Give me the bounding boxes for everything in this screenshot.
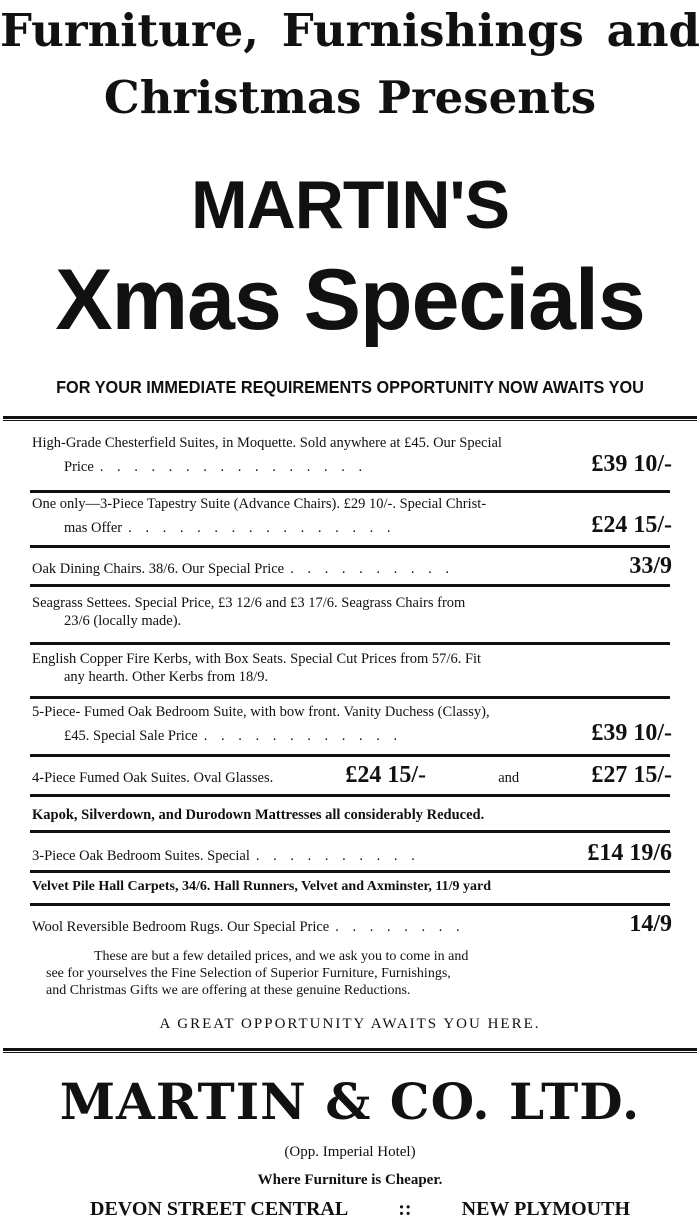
address-town: NEW PLYMOUTH [461, 1198, 630, 1220]
divider [30, 754, 670, 757]
address-street: DEVON STREET CENTRAL [90, 1198, 349, 1220]
location-note: (Opp. Imperial Hotel) [284, 1144, 416, 1160]
item-price: £39 10/- [591, 720, 672, 746]
slogan: Where Furniture is Cheaper. [257, 1172, 443, 1188]
list-item: Oak Dining Chairs. 38/6. Our Special Price . . . . . . . . . . 33/9 [32, 553, 672, 579]
list-item: 5-Piece- Fumed Oak Bedroom Suite, with bow front. Vanity Duchess (Classy), £45. Special Sale Price . . . . . . . . . . . . £39 10/- [32, 704, 672, 746]
list-item: High-Grade Chesterfield Suites, in Moquette. Sold anywhere at £45. Our Special Price . . . . . . . . . . . . . . . . £39 10/- [32, 435, 672, 477]
item-text: English Copper Fire Kerbs, with Box Seats. Special Cut Prices from 57/6. Fit [32, 651, 482, 667]
header-line-1 [0, 0, 700, 62]
list-item [32, 763, 672, 787]
divider [30, 545, 670, 548]
list-item [32, 650, 672, 686]
item-text: Kapok, Silverdown, and Durodown Mattresses all considerably Reduced. [32, 807, 485, 823]
list-item [32, 878, 672, 896]
item-text: One only—3-Piece Tapestry Suite (Advance Chairs). £29 10/-. Special Christ- [32, 496, 487, 512]
item-price: £27 15/- [591, 762, 672, 788]
company-name: MARTIN & CO. LTD. [59, 1072, 641, 1131]
item-text-cont: mas Offer [64, 520, 123, 536]
divider [30, 794, 670, 797]
item-joiner: and [498, 770, 520, 786]
item-text: 4-Piece Fumed Oak Suites. Oval Glasses. [32, 770, 274, 786]
header-line-2: Christmas Presents [103, 71, 597, 124]
closing-line: These are but a few detailed prices, and we ask you to come in and [94, 949, 469, 964]
store-name: MARTIN'S [191, 167, 509, 243]
top-rule [3, 416, 697, 421]
list-item: One only—3-Piece Tapestry Suite (Advance Chairs). £29 10/-. Special Christ- mas Offer . . . . . . . . . . . . . . . . £24 15/- [32, 496, 672, 538]
item-price: £39 10/- [591, 451, 672, 477]
item-text-cont: 23/6 (locally made). [64, 613, 182, 629]
closing-paragraph [46, 948, 666, 999]
item-price: 33/9 [629, 553, 672, 579]
item-price: £24 15/- [345, 762, 427, 788]
list-item [32, 806, 672, 824]
divider [30, 830, 670, 833]
closing-line: and Christmas Gifts we are offering at these genuine Reductions. [46, 983, 411, 998]
list-item: Wool Reversible Bedroom Rugs. Our Special Price . . . . . . . . 14/9 [32, 911, 672, 937]
header-word-furniture: Furniture, [0, 4, 259, 57]
item-text: 3-Piece Oak Bedroom Suites. Special [32, 848, 250, 864]
header-word-furnishings: Furnishings [281, 4, 584, 57]
divider [30, 870, 670, 873]
list-item [32, 594, 672, 630]
address [90, 1196, 630, 1222]
item-text: Velvet Pile Hall Carpets, 34/6. Hall Runners, Velvet and Axminster, 11/9 yard [32, 879, 492, 894]
item-price: £14 19/6 [587, 840, 672, 866]
item-text: Seagrass Settees. Special Price, £3 12/6 and £3 17/6. Seagrass Chairs from [32, 595, 466, 611]
item-text-cont: any hearth. Other Kerbs from 18/9. [64, 669, 269, 685]
item-text: Oak Dining Chairs. 38/6. Our Special Price [32, 561, 285, 577]
item-price: 14/9 [629, 911, 672, 937]
closing-line: see for yourselves the Fine Selection of Superior Furniture, Furnishings, [46, 966, 451, 981]
divider [30, 490, 670, 493]
bottom-rule [3, 1048, 697, 1053]
list-item: 3-Piece Oak Bedroom Suites. Special . . . . . . . . . . £14 19/6 [32, 840, 672, 866]
item-text-cont: Price [64, 459, 94, 475]
item-text: Wool Reversible Bedroom Rugs. Our Special Price [32, 919, 330, 935]
divider [30, 584, 670, 587]
divider [30, 903, 670, 906]
address-separator: :: [398, 1198, 412, 1220]
item-text: High-Grade Chesterfield Suites, in Moquette. Sold anywhere at £45. Our Special [32, 435, 502, 451]
tagline: FOR YOUR IMMEDIATE REQUIREMENTS OPPORTUNITY NOW AWAITS YOU [56, 377, 644, 397]
headline: Xmas Specials [55, 252, 645, 348]
item-text: 5-Piece- Fumed Oak Bedroom Suite, with bow front. Vanity Duchess (Classy), [32, 704, 490, 720]
divider [30, 642, 670, 645]
divider [30, 696, 670, 699]
header-word-and: and [606, 4, 700, 57]
call-to-action: A GREAT OPPORTUNITY AWAITS YOU HERE. [159, 1016, 541, 1032]
item-text-cont: £45. Special Sale Price [64, 728, 198, 744]
item-price: £24 15/- [591, 512, 672, 538]
